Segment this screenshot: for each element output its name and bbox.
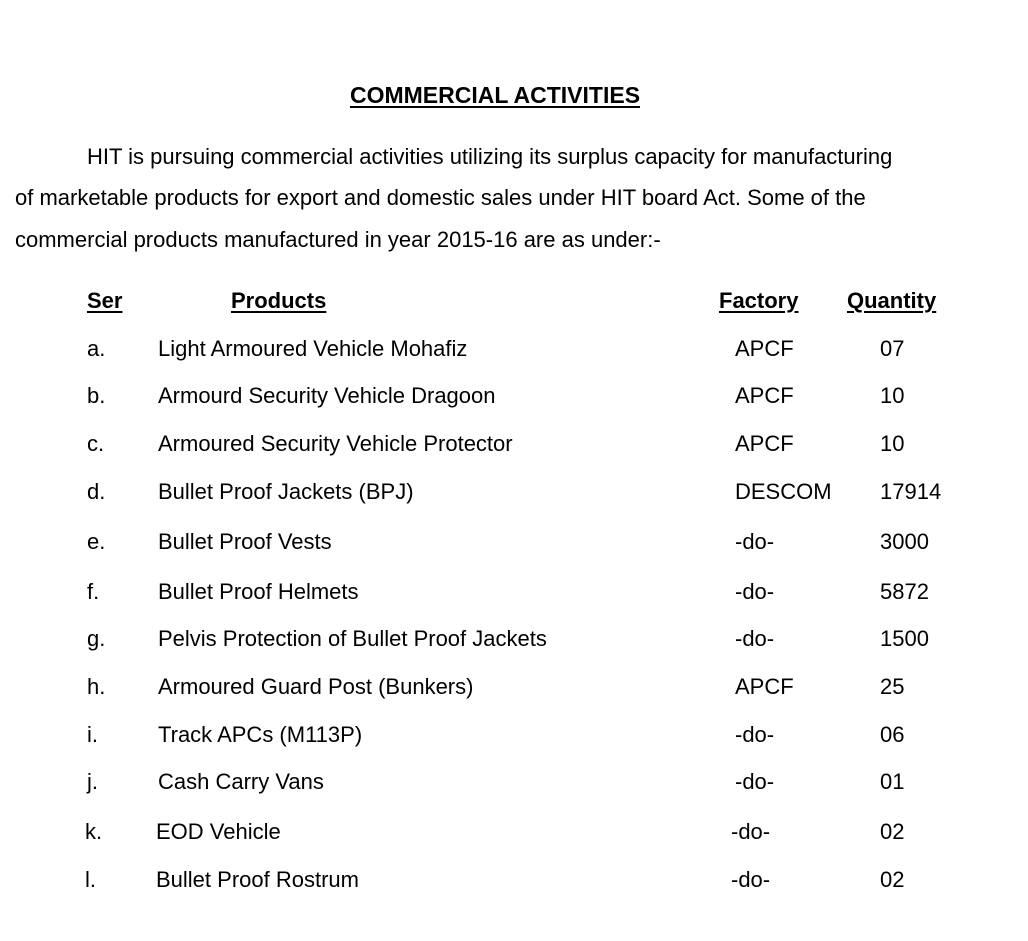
table-row [0,431,1028,461]
row-product: EOD Vehicle [156,819,281,844]
row-factory: -do- [735,769,775,794]
row-quantity: 10 [880,431,905,456]
row-factory: DESCOM [735,479,832,504]
intro-paragraph-line-2: of marketable products for export and domestic sales under HIT board Act. Some of the [15,185,866,210]
row-ser: b. [87,383,106,408]
row-product: Light Armoured Vehicle Mohafiz [158,336,468,361]
table-row [0,722,1028,752]
row-quantity: 25 [880,674,905,699]
row-product: Bullet Proof Jackets (BPJ) [158,479,414,504]
row-factory: APCF [735,336,794,361]
row-quantity: 07 [880,336,905,361]
row-factory: APCF [735,674,794,699]
row-product: Bullet Proof Vests [158,529,332,554]
row-quantity: 10 [880,383,905,408]
table-row [0,819,1028,849]
table-row [0,626,1028,656]
row-factory: -do- [735,722,775,747]
table-row [0,579,1028,609]
row-product: Bullet Proof Rostrum [156,867,359,892]
page-title: COMMERCIAL ACTIVITIES [349,82,641,108]
row-quantity: 06 [880,722,905,747]
table-row [0,336,1028,366]
row-ser: j. [87,769,98,794]
row-product: Cash Carry Vans [158,769,324,794]
row-product: Bullet Proof Helmets [158,579,359,604]
table-row [0,674,1028,704]
row-product: Track APCs (M113P) [158,722,363,747]
intro-paragraph-line-3: commercial products manufactured in year 2015-16 are as under:- [15,227,661,252]
row-quantity: 5872 [880,579,929,604]
row-factory: -do- [735,579,775,604]
table-row [0,867,1028,897]
row-product: Armoured Security Vehicle Protector [158,431,513,456]
row-ser: e. [87,529,106,554]
row-ser: a. [87,336,106,361]
row-factory: -do- [731,819,771,844]
table-row [0,479,1028,509]
intro-paragraph-line-1: HIT is pursuing commercial activities utilizing its surplus capacity for manufacturing [87,144,893,169]
row-ser: g. [87,626,106,651]
table-row [0,529,1028,559]
row-ser: d. [87,479,106,504]
column-header-products: Products [231,288,327,313]
column-header-factory: Factory [719,288,799,313]
table-row [0,383,1028,413]
row-factory: APCF [735,383,794,408]
row-factory: -do- [731,867,771,892]
row-ser: k. [85,819,103,844]
row-ser: h. [87,674,106,699]
row-product: Pelvis Protection of Bullet Proof Jackets [158,626,547,651]
row-ser: f. [87,579,100,604]
row-quantity: 3000 [880,529,929,554]
row-product: Armoured Guard Post (Bunkers) [158,674,474,699]
row-factory: -do- [735,529,775,554]
row-factory: APCF [735,431,794,456]
column-header-quantity: Quantity [847,288,937,313]
column-header-ser: Ser [87,288,123,313]
row-quantity: 02 [880,819,905,844]
row-quantity: 17914 [880,479,942,504]
row-ser: i. [87,722,98,747]
row-factory: -do- [735,626,775,651]
row-ser: c. [87,431,105,456]
row-product: Armourd Security Vehicle Dragoon [158,383,496,408]
table-row [0,769,1028,799]
row-ser: l. [85,867,96,892]
row-quantity: 02 [880,867,905,892]
row-quantity: 01 [880,769,905,794]
row-quantity: 1500 [880,626,929,651]
